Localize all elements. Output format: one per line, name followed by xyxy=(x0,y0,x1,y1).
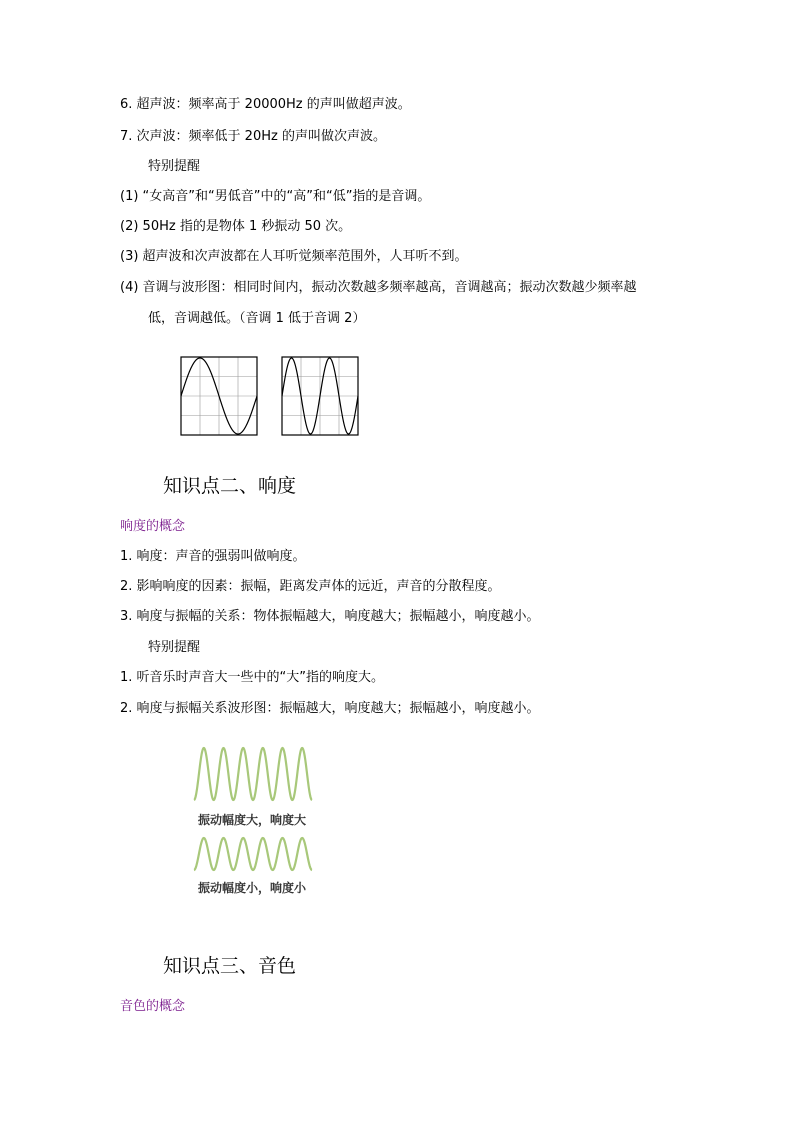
tip-4-cont: 低，音调越低。（音调 1 低于音调 2） xyxy=(148,311,366,326)
pitch-wave-2 xyxy=(281,356,359,436)
loudness-tip-1: 1. 听音乐时声音大一些中的“大”指的响度大。 xyxy=(120,670,385,685)
caption-small: 振动幅度小，响度小 xyxy=(198,881,307,895)
loudness-item-3: 3. 响度与振幅的关系：物体振幅越大，响度越大；振幅越小，响度越小。 xyxy=(120,609,540,624)
wave-small-curve xyxy=(194,838,312,870)
tip-4: (4) 音调与波形图：相同时间内，振动次数越多频率越高，音调越高；振动次数越少频率越 xyxy=(120,280,637,295)
caption-large: 振动幅度大，响度大 xyxy=(198,813,307,827)
loudness-tip-2: 2. 响度与振幅关系波形图：振幅越大，响度越大；振幅越小，响度越小。 xyxy=(120,701,540,716)
tip-3: (3) 超声波和次声波都在人耳听觉频率范围外，人耳听不到。 xyxy=(120,249,468,264)
section3-concept: 音色的概念 xyxy=(120,999,186,1014)
tip-2: (2) 50Hz 指的是物体 1 秒振动 50 次。 xyxy=(120,219,352,234)
tip-1: (1) “女高音”和“男低音”中的“高”和“低”指的是音调。 xyxy=(120,189,431,204)
section3-heading: 知识点三、音色 xyxy=(163,955,297,977)
amplitude-wave-large xyxy=(190,744,316,804)
item-6: 6. 超声波：频率高于 20000Hz 的声叫做超声波。 xyxy=(120,97,411,112)
loudness-item-2: 2. 影响响度的因素：振幅，距离发声体的远近，声音的分散程度。 xyxy=(120,579,501,594)
wave-large-curve xyxy=(194,748,312,800)
pitch-wave-1 xyxy=(180,356,258,436)
amplitude-wave-small xyxy=(190,834,316,874)
tip-title-1: 特别提醒 xyxy=(148,159,201,174)
tip-title-2: 特别提醒 xyxy=(148,640,201,655)
item-7: 7. 次声波：频率低于 20Hz 的声叫做次声波。 xyxy=(120,129,386,144)
section2-heading: 知识点二、响度 xyxy=(163,475,297,497)
section2-concept: 响度的概念 xyxy=(120,519,186,534)
loudness-item-1: 1. 响度：声音的强弱叫做响度。 xyxy=(120,549,306,564)
